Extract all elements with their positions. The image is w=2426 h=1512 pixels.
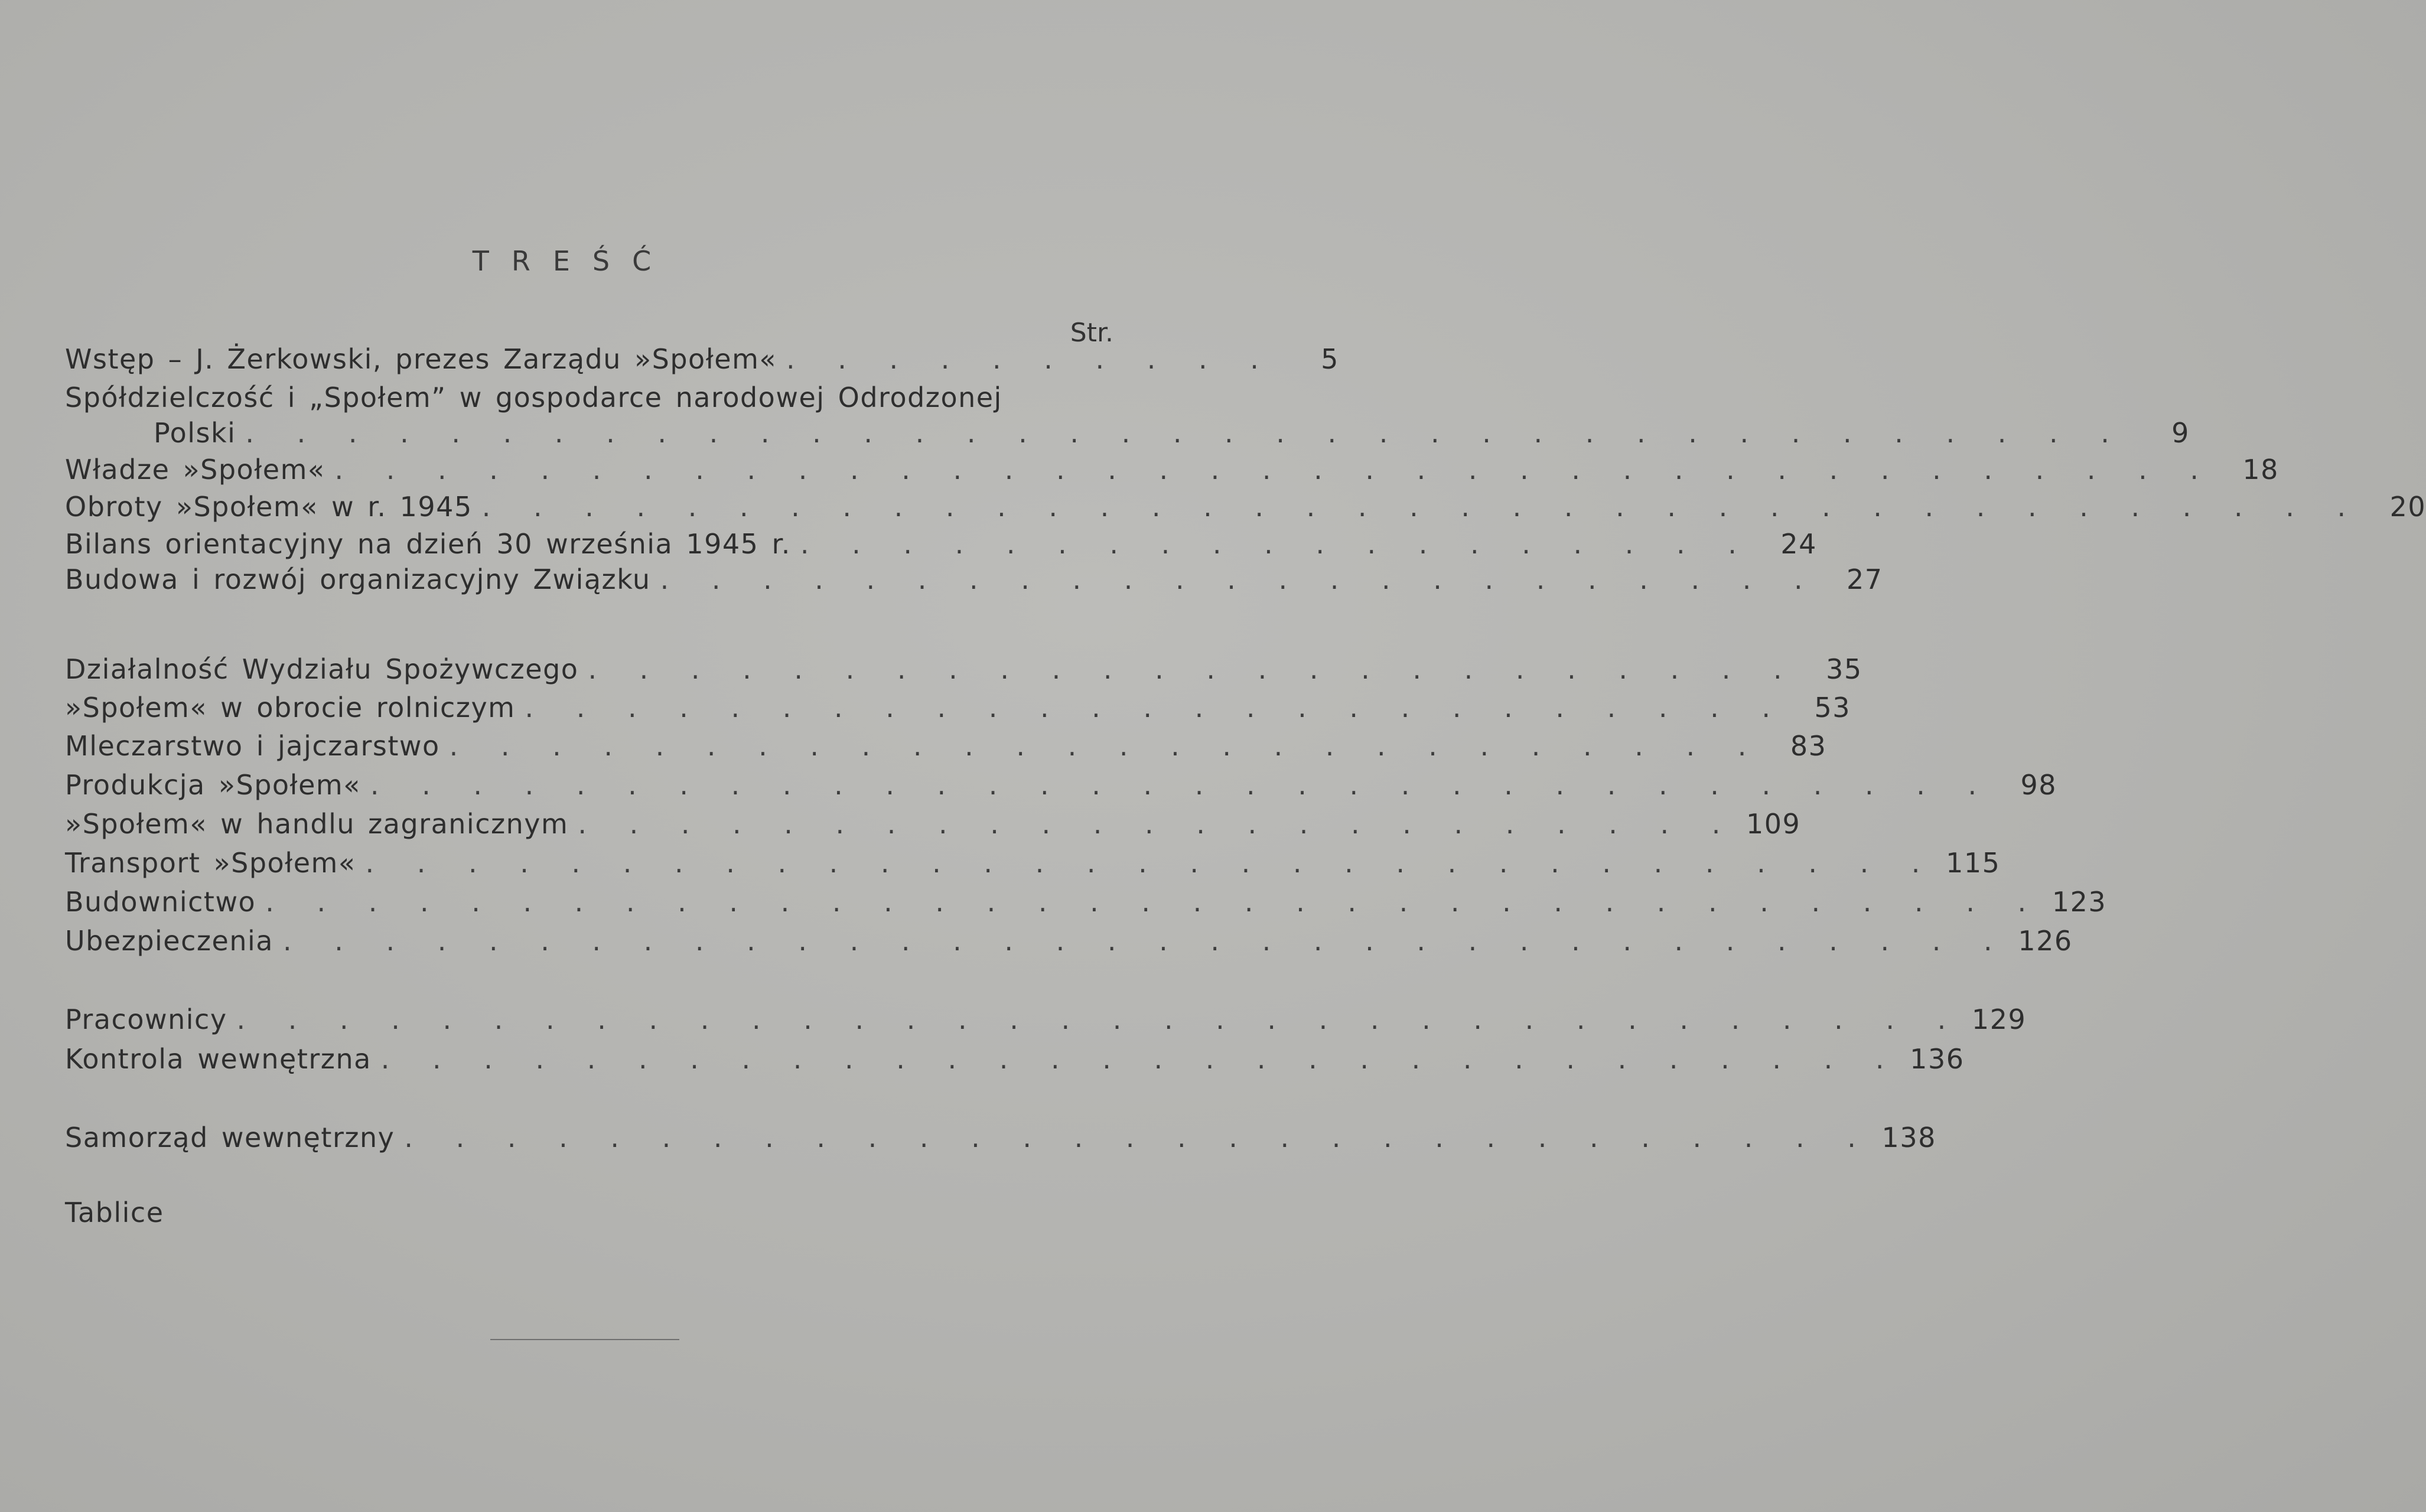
toc-entry-page: 27 [1847,563,1883,595]
toc-leader-dots: . . . . . . . . . . . . . . . . . . . . . . . [660,563,1818,595]
toc-entry-label: Działalność Wydziału Spożywczego [65,653,579,685]
toc-entry [65,688,1851,724]
toc-entry-label: Ubezpieczenia [65,925,273,957]
toc-entry-page: 98 [2020,769,2057,801]
toc-entry-label: Budownictwo [65,886,256,918]
toc-leader-dots: . . . . . . . . . . . . . . . . . . . . . . . . . . . . . . . . . . [282,925,2008,957]
toc-entry-page: 53 [1814,692,1851,724]
toc-entry-page: 138 [1881,1122,1936,1153]
toc-entry [65,1000,2027,1035]
toc-entry [65,340,1339,375]
toc-entry [65,726,1827,762]
page-column-label: Str. [1070,318,1113,348]
toc-leader-dots: . . . . . . . . . . . . . . . . . . . . . . . . . . . . . . . [365,847,1936,879]
toc-leader-dots: . . . . . . . . . . . . . . . . . . . . . . . . . . . . . . . . . . . . . [245,417,2125,449]
toc-entry [65,765,2057,801]
toc-entry [65,524,1817,560]
toc-entry [65,560,1883,595]
toc-entry [65,843,2001,879]
toc-leader-dots: . . . . . . . . . . [786,343,1274,375]
toc-entry-label: Obroty »Społem« w r. 1945 [65,491,473,523]
page-title: TREŚĆ [472,245,674,277]
toc-entry [65,650,1862,685]
toc-entry-label: »Społem« w obrocie rolniczym [65,692,516,724]
toc-entry [65,921,2073,957]
toc-entry-label: Produkcja »Społem« [65,769,361,801]
toc-entry [65,1118,1936,1153]
toc-entry-label: Mleczarstwo i jajczarstwo [65,730,440,762]
toc-entry-page: 83 [1790,730,1827,762]
toc-entry-label: Polski [154,417,236,449]
toc-leader-dots: . . . . . . . . . . . . . . . . . . . . . . . . . . . . . . . . . . . . . [481,491,2362,523]
toc-leader-dots: . . . . . . . . . . . . . . . . . . . [800,528,1752,560]
toc-entry-page: 5 [1321,343,1339,375]
toc-leader-dots: . . . . . . . . . . . . . . . . . . . . . . . . . . . . . . [380,1043,1900,1075]
toc-entry-page: 115 [1946,847,2001,879]
toc-leader-dots: . . . . . . . . . . . . . . . . . . . . . . . . . . . . . . . . . . . . . [334,454,2214,485]
toc-entry-page: 136 [1910,1043,1965,1075]
toc-leader-dots: . . . . . . . . . . . . . . . . . . . . . . . [578,808,1736,840]
toc-entry-page: 20 [2389,491,2426,523]
toc-leader-dots: . . . . . . . . . . . . . . . . . . . . . . . . . . [449,730,1762,762]
toc-entry-page: 35 [1826,653,1862,685]
toc-entry-label: Transport »Społem« [65,847,356,879]
toc-entry-label: Pracownicy [65,1003,227,1035]
toc-entry-page: 9 [2171,417,2190,449]
toc-entry-label: Kontrola wewnętrzna [65,1043,372,1075]
toc-entry [65,450,2279,485]
toc-entry-label: Spółdzielczość i „Społem” w gospodarce narodowej Odrodzonej [65,382,1002,413]
toc-leader-dots: . . . . . . . . . . . . . . . . . . . . . . . . [588,653,1797,685]
toc-leader-dots: . . . . . . . . . . . . . . . . . . . . . . . . . . . . . . . . . . . [265,886,2042,918]
toc-entry [65,804,1801,840]
toc-entry-page: 18 [2242,454,2279,485]
toc-entry-label: Władze »Społem« [65,454,325,485]
toc-leader-dots: . . . . . . . . . . . . . . . . . . . . . . . . . . . . . . . . [370,769,1992,801]
toc-entry-label: Bilans orientacyjny na dzień 30 września 1945 r. [65,528,791,560]
toc-leader-dots: . . . . . . . . . . . . . . . . . . . . . . . . . . . . . . . . . . [236,1003,1962,1035]
toc-entry-label: Samorząd wewnętrzny [65,1122,395,1153]
toc-entry [65,1040,1965,1075]
toc-entry [65,487,2426,523]
toc-entry-label: Wstęp – J. Żerkowski, prezes Zarządu »Społem« [65,343,777,375]
toc-entry [65,882,2107,918]
toc-entry-page: 109 [1746,808,1801,840]
toc-leader-dots: . . . . . . . . . . . . . . . . . . . . . . . . . [525,692,1786,724]
toc-leader-dots: . . . . . . . . . . . . . . . . . . . . . . . . . . . . . [404,1122,1871,1153]
toc-entry-page: 24 [1780,528,1817,560]
toc-entry-page: 126 [2018,925,2073,957]
toc-entry-label: Budowa i rozwój organizacyjny Związku [65,563,651,595]
toc-entry [65,378,1111,413]
divider-rule [490,1339,679,1340]
toc-entry-page: 123 [2051,886,2107,918]
toc-entry [65,413,2190,449]
toc-entry-label: Tablice [65,1197,164,1228]
toc-entry-label: »Społem« w handlu zagranicznym [65,808,569,840]
toc-entry [65,1193,1111,1228]
toc-entry-page: 129 [1971,1003,2027,1035]
